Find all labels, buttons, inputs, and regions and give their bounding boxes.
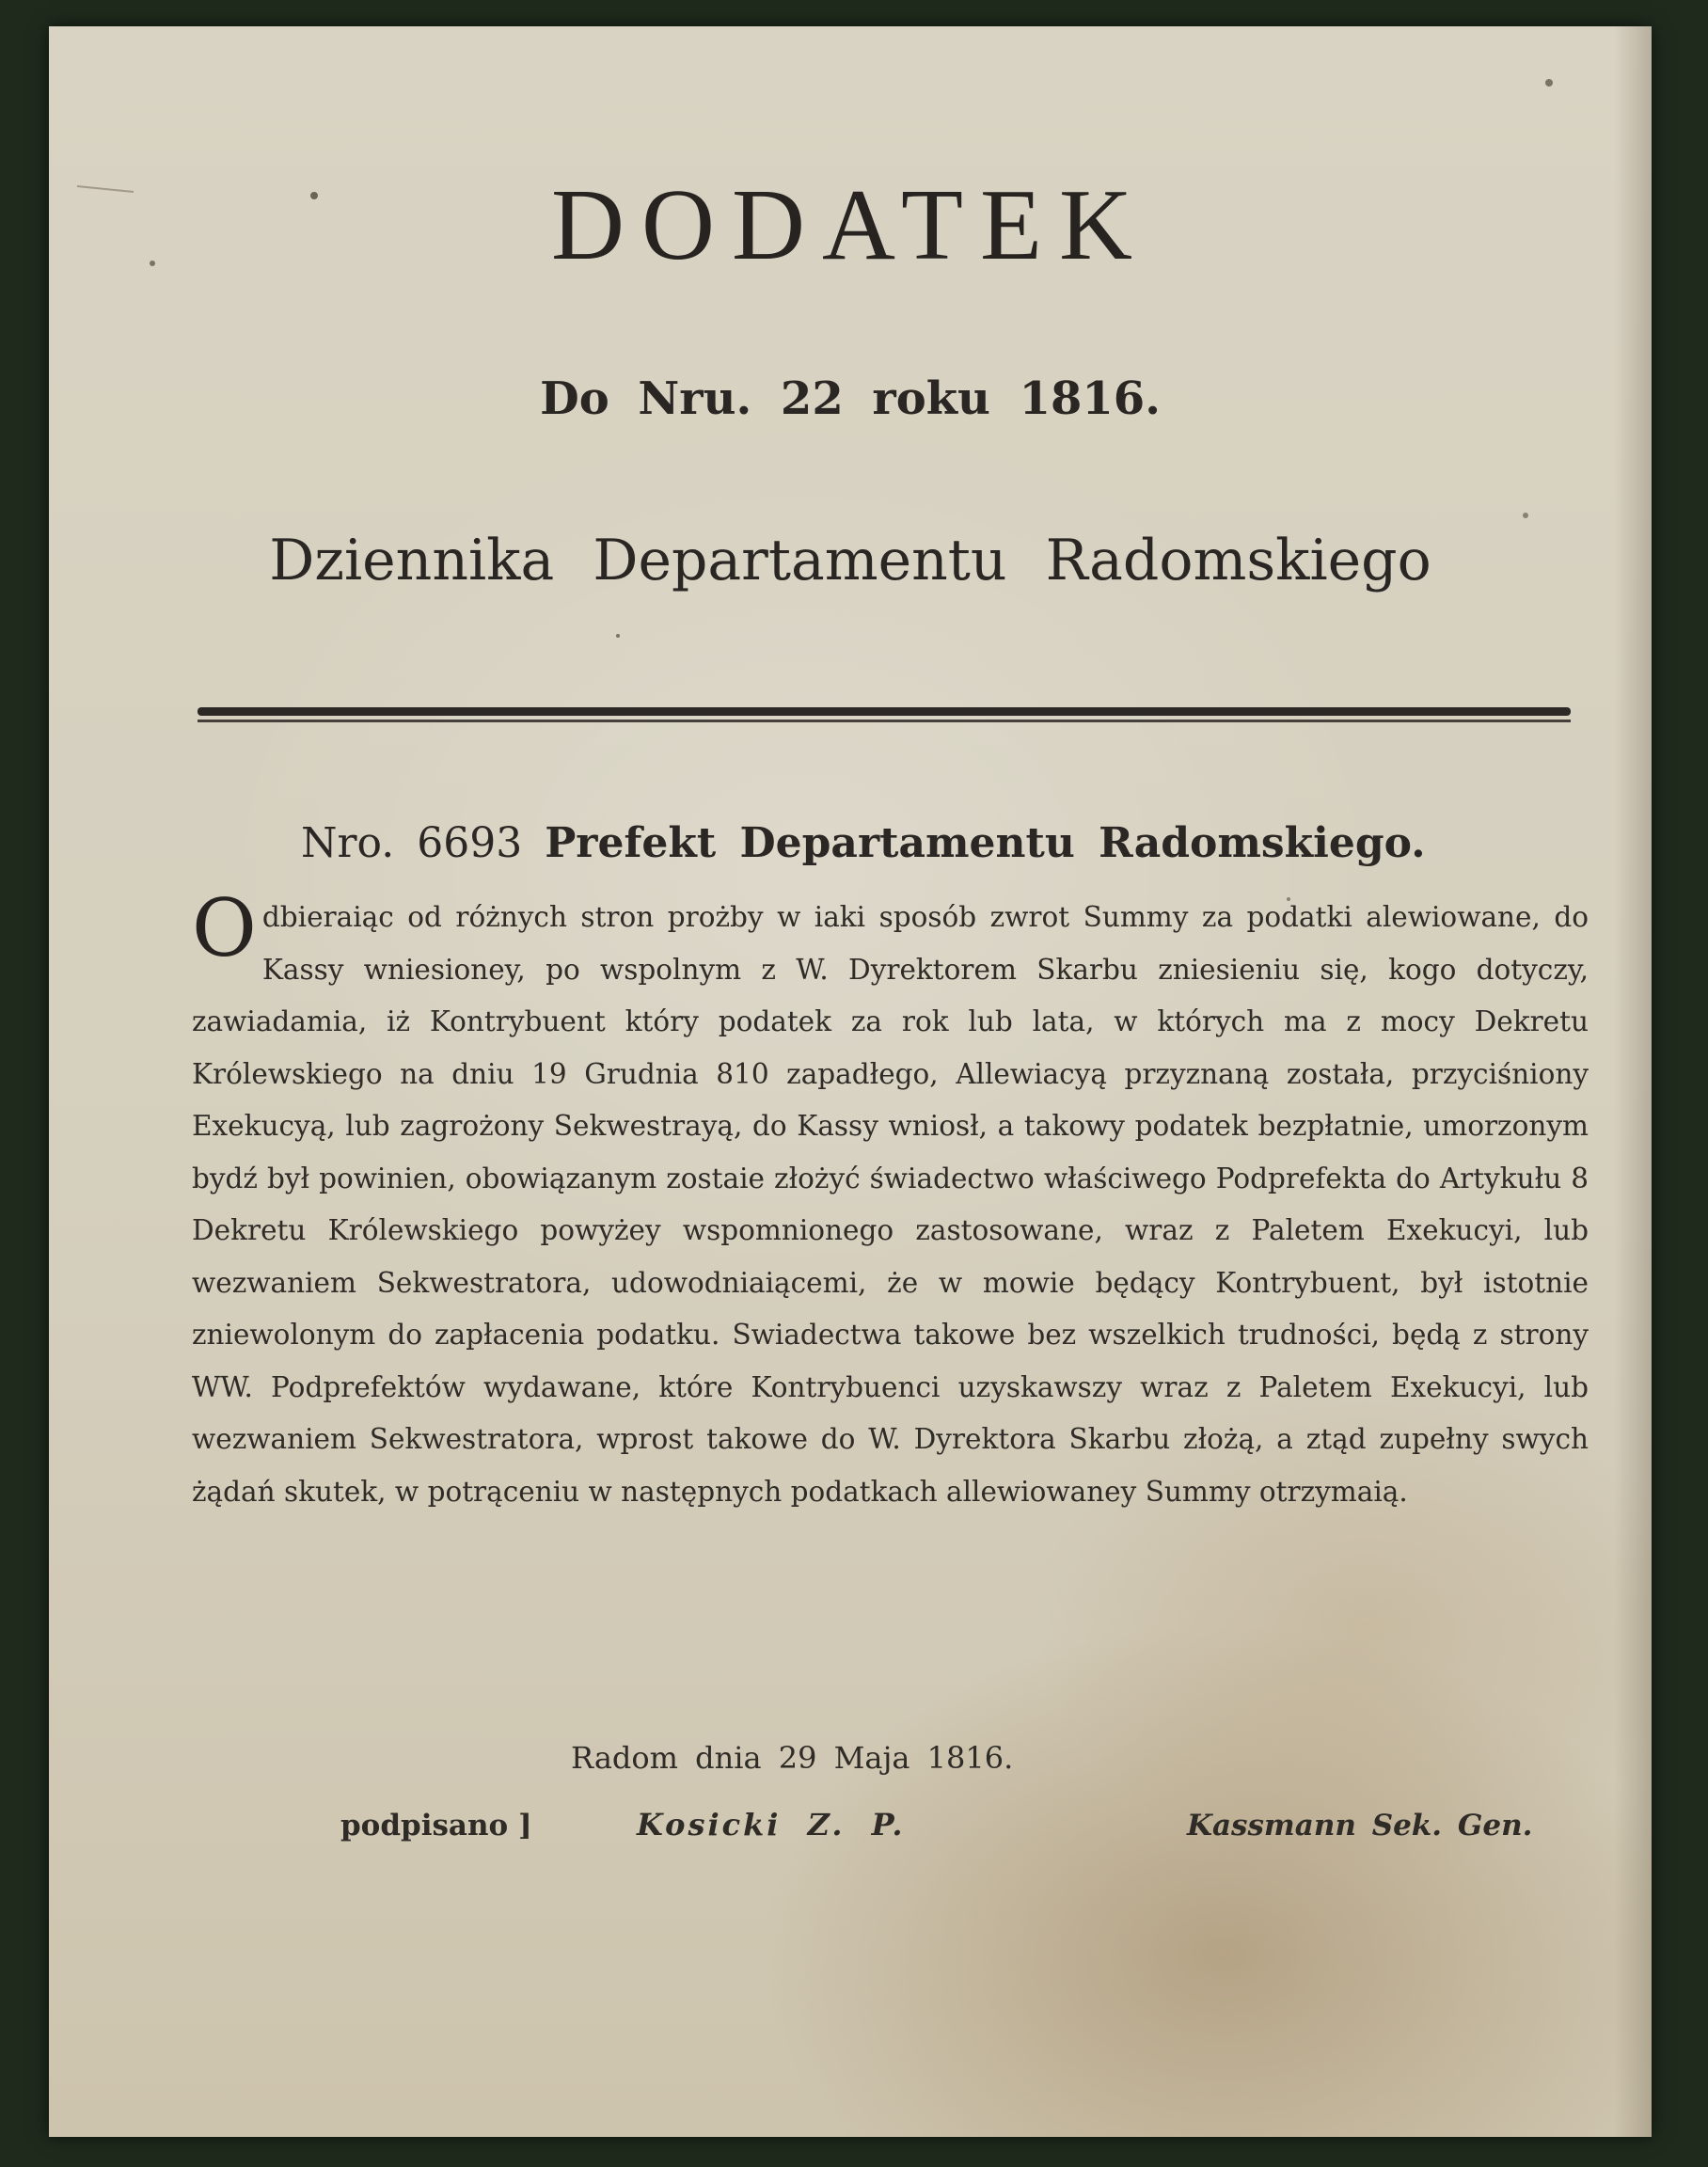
notice-heading: [301, 819, 1618, 867]
document-page: [49, 26, 1652, 2137]
notice-number: Nro. 6693: [301, 819, 523, 867]
issue-subtitle: Do Nru. 22 roku 1816.: [540, 372, 1161, 425]
notice-body: [192, 882, 1589, 1518]
title-divider-thin: [198, 720, 1571, 722]
notice-body-text: dbieraiąc od różnych stron prożby w iaki sposób zwrot Summy za podatki alewiowane, do Kassy wniesioney, po wspolnym z W. Dyrektorem Skarbu zniesieniu się, kogo dotyczy, zawiadamia, iż Kontrybuent który podatek za rok lub lata, w których ma z mocy Dekretu Królewskiego na dniu 19 Grudnia 810 zapadłego, Allewiacyą przyznaną została, przyciśniony Exekucyą, lub zagrożony Sekwestrayą, do Kassy wniosł, a takowy podatek bezpłatnie, umorzonym bydź był powinien, obowiązanym zostaie złożyć świadectwo właściwego Podprefekta do Artykułu 8 Dekretu Królewskiego powyżey wspomnionego zastosowane, wraz z Paletem Exekucyi, lub wezwaniem Sekwestratora, udowodniaiącemi, że w mowie będący Kontrybuent, był istotnie zniewolonym do zapłacenia podatku. Swiadectwa takowe bez wszelkich trudności, będą z strony WW. Podprefektów wydawane, które Kontrybuenci uzyskawszy wraz z Paletem Exekucyi, lub wezwaniem Sekwestratora, wprost takowe do W. Dyrektora Skarbu złożą, a ztąd zupełny swych żądań skutek, w potrąceniu w następnych podatkach allewiowaney Summy otrzymaią.: [192, 901, 1589, 1508]
signature-secretary: Kassmann Sek. Gen.: [1187, 1809, 1533, 1843]
journal-name: Dziennika Departamentu Radomskiego: [269, 528, 1431, 593]
drop-cap: O: [192, 882, 257, 974]
signed-label: podpisano ]: [340, 1809, 532, 1843]
document-title: DODATEK: [551, 169, 1149, 281]
title-divider: [198, 707, 1571, 716]
signature-prefect: Kosicki Z. P.: [637, 1807, 906, 1843]
notice-issuer: Prefekt Departamentu Radomskiego.: [545, 819, 1426, 867]
date-line: Radom dnia 29 Maja 1816.: [571, 1740, 1014, 1776]
